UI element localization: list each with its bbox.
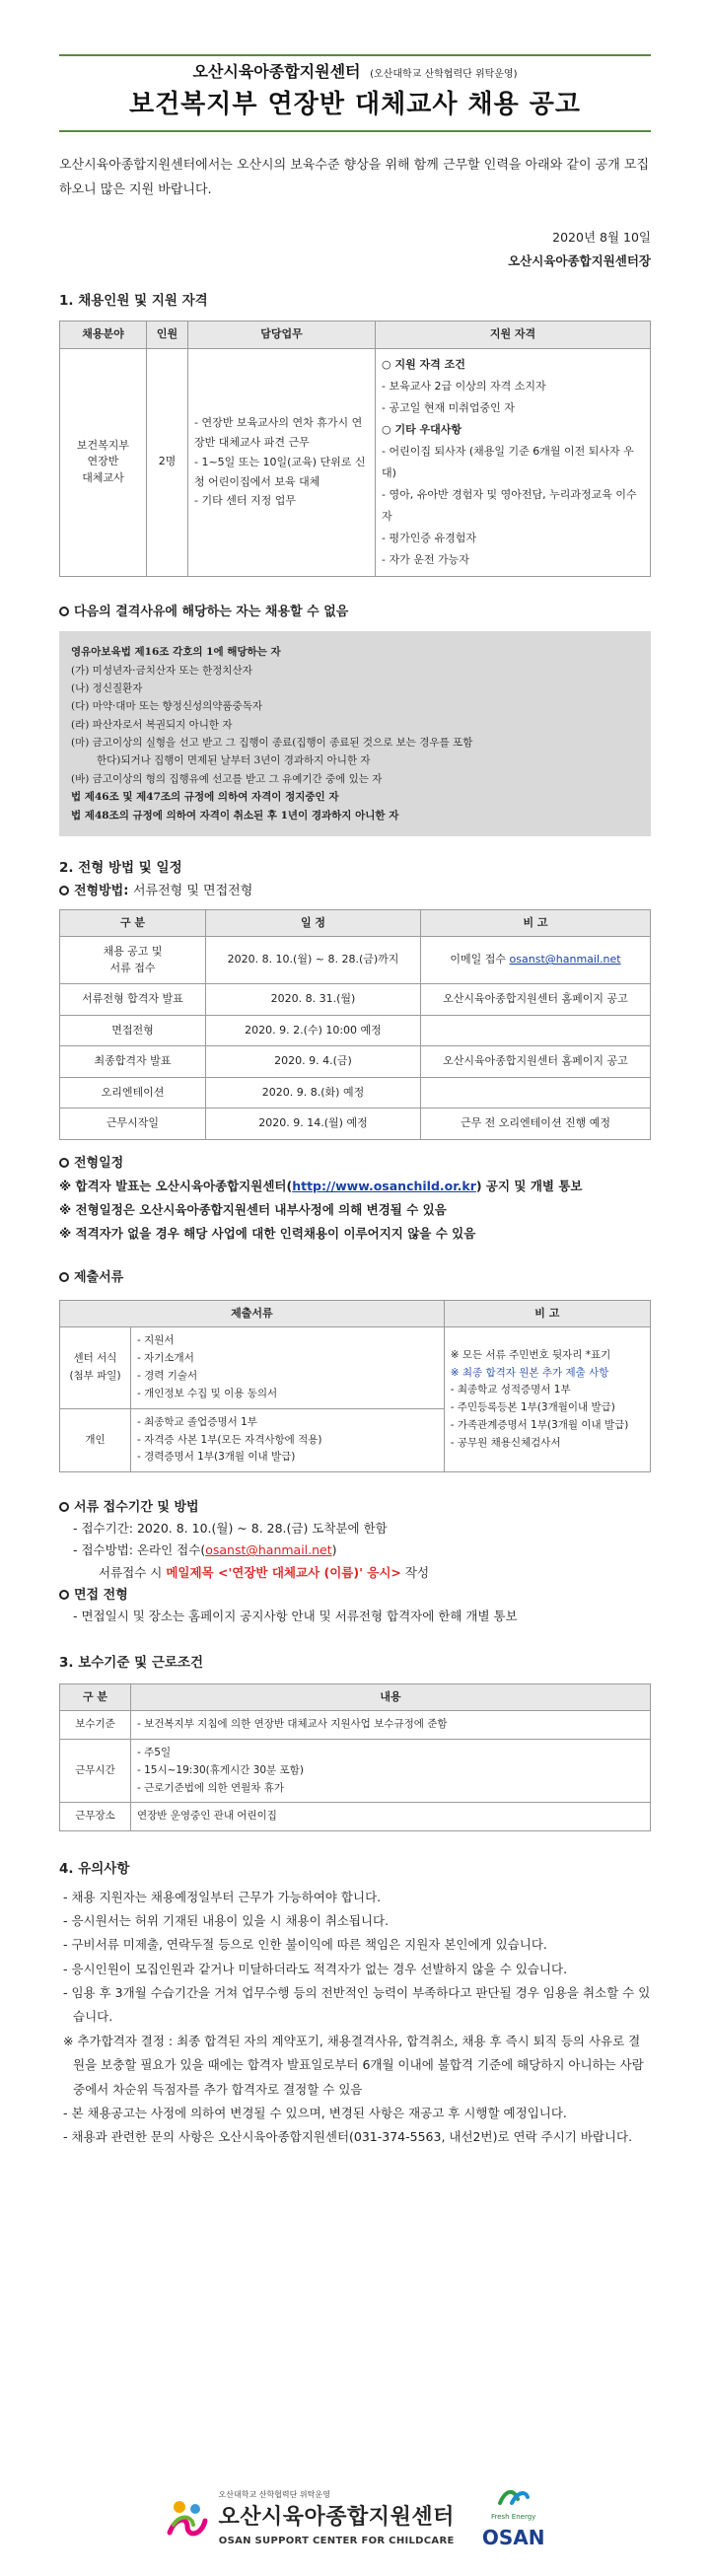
schedule-note: 근무 전 오리엔테이션 진행 예정	[421, 1109, 651, 1140]
schedule-date: 2020. 9. 8.(화) 예정	[206, 1077, 421, 1109]
docs-remarks	[444, 1327, 650, 1472]
col-header: 담당업무	[188, 322, 376, 349]
org-name	[59, 60, 651, 84]
note-text: ※ 합격자 발표는 오산시육아종합지원센터(	[59, 1179, 293, 1194]
circle-bullet-icon	[59, 607, 69, 616]
homepage-link[interactable]: http://www.osanchild.or.kr	[292, 1179, 476, 1194]
receive-method-text: )	[331, 1542, 337, 1558]
table-row	[60, 1015, 651, 1046]
table-row	[60, 1046, 651, 1078]
schedule-key: 서류전형 합격자 발표	[60, 984, 206, 1016]
intro-text: 오산시육아종합지원센터에서는 오산시의 보육수준 향상을 위해 함께 근무할 인력을 아래와 같이 공개 모집하오니 많은 지원 바랍니다.	[59, 158, 650, 197]
caution-list	[59, 1886, 651, 2150]
disq-box	[59, 631, 651, 836]
schedule-table	[59, 909, 651, 1140]
receive-method	[59, 1539, 651, 1562]
docs-table	[59, 1300, 651, 1472]
docs-title	[59, 1268, 651, 1288]
pref-title-text: 기타 우대사항	[394, 422, 462, 436]
receive-title	[59, 1498, 651, 1518]
caution-item: - 채용 지원자는 채용예정일부터 근무가 가능하여야 합니다.	[63, 1889, 382, 1904]
table-row	[60, 1109, 651, 1140]
schedule-note	[421, 1077, 651, 1109]
disq-title	[59, 603, 651, 622]
section-2-title: 2. 전형 방법 및 일정	[59, 859, 182, 876]
page-title: 보건복지부 연장반 대체교사 채용 공고	[128, 90, 582, 119]
section-3-title: 3. 보수기준 및 근로조건	[59, 1655, 203, 1672]
docs-personal-label: 개인	[60, 1408, 131, 1472]
disq-line: 한다)되거나 집행이 면제된 날부터 3년이 경과하지 아니한 자	[97, 754, 371, 767]
footer-name: 오산시육아종합지원센터	[218, 2504, 455, 2530]
recruit-qualifications	[376, 348, 651, 576]
circle-bullet-icon	[59, 1158, 69, 1168]
pref-item: - 자가 운전 가능자	[382, 552, 469, 566]
disq-line: (바) 금고이상의 형의 집행유예 선고를 받고 그 유예기간 중에 있는 자	[71, 772, 383, 785]
method-label: 전형방법:	[74, 884, 129, 899]
pay-value: 연장반 운영중인 관내 어린이집	[131, 1803, 651, 1831]
date-block	[59, 226, 651, 273]
docs-center-label: 센터 서식 (첨부 파일)	[60, 1327, 131, 1408]
interview-text: - 면접일시 및 장소는 홈페이지 공지사항 안내 및 서류전형 합격자에 한해 개별 통보	[73, 1608, 518, 1623]
signer: 오산시육아종합지원센터장	[508, 253, 651, 269]
col-header: 비 고	[421, 909, 651, 937]
disq-line: (마) 금고이상의 실형을 선고 받고 그 집행이 종료(집행이 종료된 것으로 보는 경우를 포함	[71, 737, 473, 749]
footer-english: OSAN SUPPORT CENTER FOR CHILDCARE	[218, 2535, 455, 2546]
footer	[0, 2466, 710, 2576]
pay-value: - 보건복지부 지침에 의한 연장반 대체교사 지원사업 보수규정에 준함	[131, 1711, 651, 1740]
qual-title: ○ 지원 자격 조건	[382, 357, 465, 371]
docs-center-items: - 지원서 - 자기소개서 - 경력 기술서 - 개인정보 수집 및 이용 동의서	[131, 1327, 445, 1408]
col-header: 구 분	[60, 909, 206, 937]
caution-item: - 구비서류 미제출, 연락두절 등으로 인한 불이익에 따른 책임은 지원자 본인에게 있습니다.	[63, 1937, 547, 1953]
col-header: 일 정	[206, 909, 421, 937]
section-4-title: 4. 유의사항	[59, 1861, 130, 1878]
email-link[interactable]: osanst@hanmail.net	[509, 953, 621, 966]
receive-title-text: 서류 접수기간 및 방법	[74, 1500, 199, 1516]
pref-item: - 영아, 유아반 경험자 및 영아전담, 누리과정교육 이수자	[382, 487, 637, 523]
schedule-title	[59, 1154, 651, 1174]
schedule-date: 2020. 9. 14.(월) 예정	[206, 1109, 421, 1140]
schedule-key: 면접전형	[60, 1015, 206, 1046]
note-text: ) 공지 및 개별 통보	[475, 1179, 583, 1194]
pref-item: - 어린이집 퇴사자 (채용일 기준 6개월 이전 퇴사자 우대)	[382, 444, 634, 479]
receive-subject-text: 서류접수 시	[99, 1564, 167, 1580]
receive-email-link[interactable]: osanst@hanmail.net	[205, 1542, 332, 1558]
col-header: 비 고	[444, 1300, 650, 1327]
col-header: 구 분	[60, 1683, 131, 1711]
schedule-note-1	[59, 1175, 651, 1198]
receive-period: - 접수기간: 2020. 8. 10.(월) ~ 8. 28.(금) 도착분에 한함	[73, 1520, 388, 1536]
circle-bullet-icon	[59, 1502, 69, 1512]
schedule-date: 2020. 9. 4.(금)	[206, 1046, 421, 1078]
schedule-date: 2020. 9. 2.(수) 10:00 예정	[206, 1015, 421, 1046]
schedule-note	[421, 1015, 651, 1046]
table-row	[60, 1739, 651, 1803]
col-header: 지원 자격	[376, 322, 651, 349]
pref-title: ○ 기타 우대사항	[382, 422, 462, 436]
osan-word: OSAN	[481, 2525, 545, 2549]
pay-key: 근무장소	[60, 1803, 131, 1831]
disq-line: (라) 파산자로서 복권되지 아니한 자	[71, 718, 233, 731]
circle-bullet-icon	[59, 1590, 69, 1600]
col-header: 인원	[147, 322, 188, 349]
docs-personal-items: - 최종학교 졸업증명서 1부 - 자격증 사본 1부(모든 자격사항에 적용) - 경력증명서 1부(3개월 이내 발급)	[131, 1408, 445, 1472]
caution-item: - 임용 후 3개월 수습기간을 거쳐 업무수행 등의 전반적인 능력이 부족하다고 판단될 경우 임용을 취소할 수 있습니다.	[63, 1985, 651, 2025]
col-header: 채용분야	[60, 322, 147, 349]
schedule-key: 근무시작일	[60, 1109, 206, 1140]
recruit-duties: - 연장반 보육교사의 연차 휴가시 연장반 대체교사 파견 근무 - 1~5일 또는 10일(교육) 단위로 신청 어린이집에서 보육 대체 - 기타 센터 지정 업무	[188, 348, 376, 576]
schedule-note: 이메일 접수 osanst@hanmail.net	[421, 937, 651, 984]
docs-remark-2: ※ 최종 합격자 원본 추가 제출 사항	[450, 1366, 609, 1379]
qual-item: - 공고일 현재 미취업중인 자	[382, 400, 515, 414]
schedule-title-text: 전형일정	[74, 1155, 124, 1171]
circle-bullet-icon	[59, 886, 69, 895]
schedule-note: 오산시육아종합지원센터 홈페이지 공고	[421, 1046, 651, 1078]
receive-subject	[59, 1562, 651, 1585]
schedule-note-2: ※ 전형일정은 오산시육아종합지원센터 내부사정에 의해 변경될 수 있음	[59, 1201, 447, 1217]
disq-line: (다) 마약·대마 또는 향정신성의약품중독자	[71, 700, 262, 713]
recruit-count: 2명	[147, 348, 188, 576]
pay-key: 보수기준	[60, 1711, 131, 1740]
pay-table	[59, 1683, 651, 1832]
recruit-field: 보건복지부 연장반 대체교사	[60, 348, 147, 576]
disq-line: 법 제48조의 규정에 의하여 자격이 취소된 후 1년이 경과하지 아니한 자	[71, 809, 399, 822]
footer-logo	[166, 2485, 545, 2552]
receive-method-text: - 접수방법: 온라인 접수(	[73, 1542, 206, 1558]
schedule-note: 오산시육아종합지원센터 홈페이지 공고	[421, 984, 651, 1016]
qual-title-text: 지원 자격 조건	[394, 357, 465, 371]
method-value: 서류전형 및 면접전형	[132, 884, 253, 899]
col-header: 제출서류	[60, 1300, 445, 1327]
caution-item: - 응시원서는 허위 기재된 내용이 있을 시 채용이 취소됩니다.	[63, 1912, 390, 1928]
interview-title-text: 면접 전형	[74, 1588, 128, 1604]
table-row	[60, 984, 651, 1016]
disq-line: (나) 정신질환자	[71, 681, 143, 694]
childcare-logo-icon	[166, 2497, 209, 2540]
docs-remark-1: ※ 모든 서류 주민번호 뒷자리 *표기	[450, 1348, 611, 1361]
caution-item: - 응시인원이 모집인원과 같거나 미달하더라도 적격자가 없는 경우 선발하지 않을 수 있습니다.	[63, 1961, 568, 1976]
caution-item: ※ 추가합격자 결정 : 최종 합격된 자의 계약포기, 채용결격사유, 합격취소, 채용 후 즉시 퇴직 등의 사유로 결원을 보충할 필요가 있을 때에는 합격자 발표일로부터 6개월 이내에 불합격 기준에 해당하지 아니하는 사람중에서 차순위 득점자를 추가 합격자로 결정할 수 있음	[63, 2033, 644, 2097]
recruit-table	[59, 321, 651, 577]
receive-subject-highlight: 메일제목 <'연장반 대체교사 (이름)' 응시>	[166, 1564, 401, 1580]
footer-logo-text	[219, 2489, 455, 2548]
circle-bullet-icon	[59, 1272, 69, 1282]
org-note: (오산대학교 산학협력단 위탁운영)	[370, 69, 518, 80]
schedule-key: 최종합격자 발표	[60, 1046, 206, 1078]
schedule-key: 오리엔테이션	[60, 1077, 206, 1109]
receive-subject-text: 작성	[400, 1564, 430, 1580]
notice-date: 2020년 8월 10일	[552, 230, 651, 246]
table-row	[60, 1803, 651, 1831]
section-1-title: 1. 채용인원 및 지원 자격	[59, 292, 208, 309]
disq-line: (가) 미성년자·금치산자 또는 한정치산자	[71, 664, 252, 677]
docs-remark-3: - 최종학교 성적증명서 1부 - 주민등록등본 1부(3개월이내 발급) - 가족관계증명서 1부(3개월 이내 발급) - 공무원 채용신체검사서	[450, 1384, 629, 1450]
disq-title-text: 다음의 결격사유에 해당하는 자는 채용할 수 없음	[74, 604, 349, 619]
docs-title-text: 제출서류	[74, 1270, 124, 1286]
org-name-text: 오산시육아종합지원센터	[192, 62, 361, 81]
pay-value: - 주5일 - 15시~19:30(휴게시간 30분 포함) - 근로기준법에 의한 연월차 휴가	[131, 1739, 651, 1803]
method-line	[59, 882, 651, 901]
disq-line: 법 제46조 및 제47조의 규정에 의하여 자격이 정지중인 자	[71, 791, 339, 804]
table-row	[60, 1077, 651, 1109]
osan-slogan: Fresh Energy	[490, 2513, 536, 2521]
disq-line: 영유아보육법 제16조 각호의 1에 해당하는 자	[71, 646, 281, 659]
schedule-date: 2020. 8. 10.(월) ~ 8. 28.(금)까지	[206, 937, 421, 984]
interview-title	[59, 1586, 651, 1606]
notice-header	[59, 54, 651, 132]
caution-item: - 채용과 관련한 문의 사항은 오산시육아종합지원센터(031-374-5563, 내선2번)로 연락 주시기 바랍니다.	[63, 2129, 633, 2145]
osan-city-logo	[482, 2485, 545, 2552]
footer-small: 오산대학교 산학협력단 위탁운영	[218, 2489, 330, 2499]
caution-item: - 본 채용공고는 사정에 의하여 변경될 수 있으며, 변경된 사항은 재공고 후 시행할 예정입니다.	[63, 2105, 567, 2120]
pref-item: - 평가인증 유경험자	[382, 531, 476, 544]
schedule-key: 채용 공고 및 서류 접수	[60, 937, 206, 984]
qual-item: - 보육교사 2급 이상의 자격 소지자	[382, 379, 546, 393]
col-header: 내용	[131, 1683, 651, 1711]
schedule-notes	[59, 1175, 651, 1245]
pay-key: 근무시간	[60, 1739, 131, 1803]
schedule-date: 2020. 8. 31.(월)	[206, 984, 421, 1016]
table-row	[60, 1711, 651, 1740]
osan-city-icon	[496, 2485, 532, 2507]
schedule-note-3: ※ 적격자가 없을 경우 해당 사업에 대한 인력채용이 이루어지지 않을 수 있음	[59, 1225, 476, 1241]
table-row	[60, 937, 651, 984]
